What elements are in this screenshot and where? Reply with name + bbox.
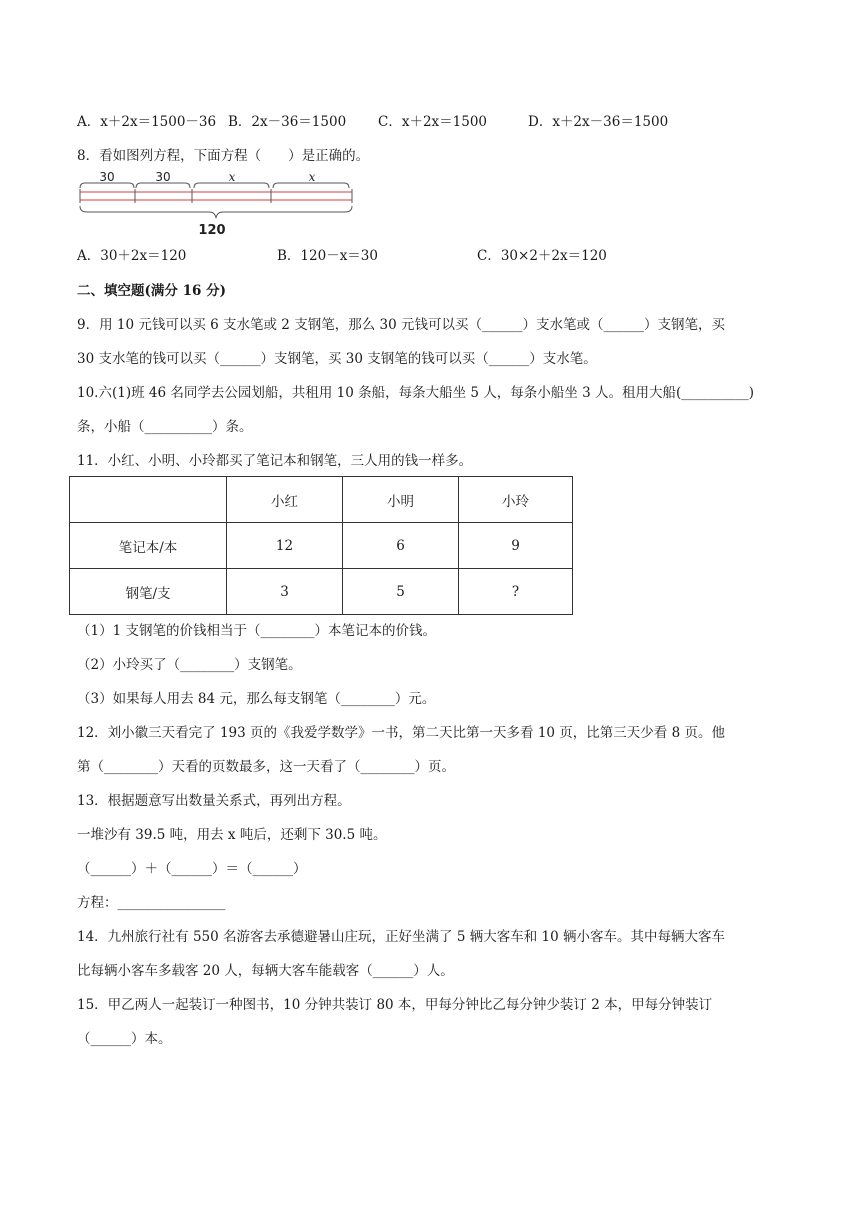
q8-option-b[interactable]: B．120－x＝30	[277, 248, 378, 264]
q13-relation: （______）＋（______）＝（______）	[77, 861, 307, 877]
q8-segment-diagram	[77, 170, 357, 238]
table-cell: 3	[227, 569, 343, 615]
header-cell-xiaohong: 小红	[227, 477, 343, 523]
q13-stem: 13．根据题意写出数量关系式，再列出方程。	[77, 793, 351, 809]
q15-line2: （______）本。	[77, 1031, 172, 1047]
q14-line2: 比每辆小客车多载客 20 人，每辆大客车能载客（______）人。	[77, 963, 454, 979]
table-cell: 6	[343, 523, 459, 569]
header-cell-xiaoling: 小玲	[459, 477, 573, 523]
header-cell-empty	[70, 477, 227, 523]
q7-option-b[interactable]: B．2x－36＝1500	[228, 114, 347, 130]
brace-total	[80, 206, 352, 218]
section-title: 二、填空题(满分 16 分)	[77, 283, 226, 299]
q10-line1: 10.六(1)班 46 名同学去公园划船，共租用 10 条船，每条大船坐 5 人，每条小船坐 3 人。租用大船(__________)	[77, 385, 754, 401]
table-row	[70, 523, 573, 569]
label-total: 120	[198, 223, 226, 238]
q11-sub2: （2）小玲买了（________）支钢笔。	[77, 657, 302, 673]
label-seg4: x	[308, 170, 316, 184]
q11-table	[69, 476, 573, 615]
q7-option-a[interactable]: A．x＋2x＝1500－36	[77, 114, 217, 130]
q15-line1: 15．甲乙两人一起装订一种图书，10 分钟共装订 80 本，甲每分钟比乙每分钟少装订 2 本，甲每分钟装订	[77, 997, 713, 1013]
q11-stem: 11．小红、小明、小玲都买了笔记本和钢笔，三人用的钱一样多。	[77, 453, 473, 469]
q9-line1: 9．用 10 元钱可以买 6 支水笔或 2 支钢笔，那么 30 元钱可以买（______）支水笔或（______）支钢笔，买	[77, 317, 725, 333]
table-cell: 12	[227, 523, 343, 569]
q8-stem: 8．看如图列方程，下面方程（ ）是正确的。	[77, 148, 370, 164]
q12-line1: 12．刘小徽三天看完了 193 页的《我爱学数学》一书，第二天比第一天多看 10 页，比第三天少看 8 页。他	[77, 725, 725, 741]
segment-bar	[80, 192, 352, 200]
label-seg2: 30	[155, 170, 171, 184]
row-label: 笔记本/本	[70, 523, 227, 569]
q10-line2: 条，小船（__________）条。	[77, 419, 253, 435]
table-header-row	[70, 477, 573, 523]
q13-context: 一堆沙有 39.5 吨，用去 x 吨后，还剩下 30.5 吨。	[77, 827, 387, 843]
q7-option-d[interactable]: D．x＋2x－36＝1500	[528, 114, 669, 130]
table-cell: ?	[459, 569, 573, 615]
table-cell: 5	[343, 569, 459, 615]
q11-sub3: （3）如果每人用去 84 元，那么每支钢笔（________）元。	[77, 691, 436, 707]
label-seg3: x	[228, 170, 236, 184]
q7-option-c[interactable]: C．x＋2x＝1500	[378, 114, 488, 130]
table-row	[70, 569, 573, 615]
q14-line1: 14．九州旅行社有 550 名游客去承德避暑山庄玩，正好坐满了 5 辆大客车和 10 辆小客车。其中每辆大客车	[77, 929, 725, 945]
q8-option-c[interactable]: C．30×2＋2x＝120	[477, 248, 607, 264]
q8-option-a[interactable]: A．30＋2x＝120	[77, 248, 187, 264]
label-seg1: 30	[99, 170, 115, 184]
row-label: 钢笔/支	[70, 569, 227, 615]
q12-line2: 第（________）天看的页数最多，这一天看了（________）页。	[77, 759, 455, 775]
table-cell: 9	[459, 523, 573, 569]
header-cell-xiaoming: 小明	[343, 477, 459, 523]
q9-line2: 30 支水笔的钱可以买（______）支钢笔，买 30 支钢笔的钱可以买（______）支水笔。	[77, 351, 597, 367]
q11-sub1: （1）1 支钢笔的价钱相当于（________）本笔记本的价钱。	[77, 623, 436, 639]
q13-equation: 方程：________________	[77, 895, 226, 911]
